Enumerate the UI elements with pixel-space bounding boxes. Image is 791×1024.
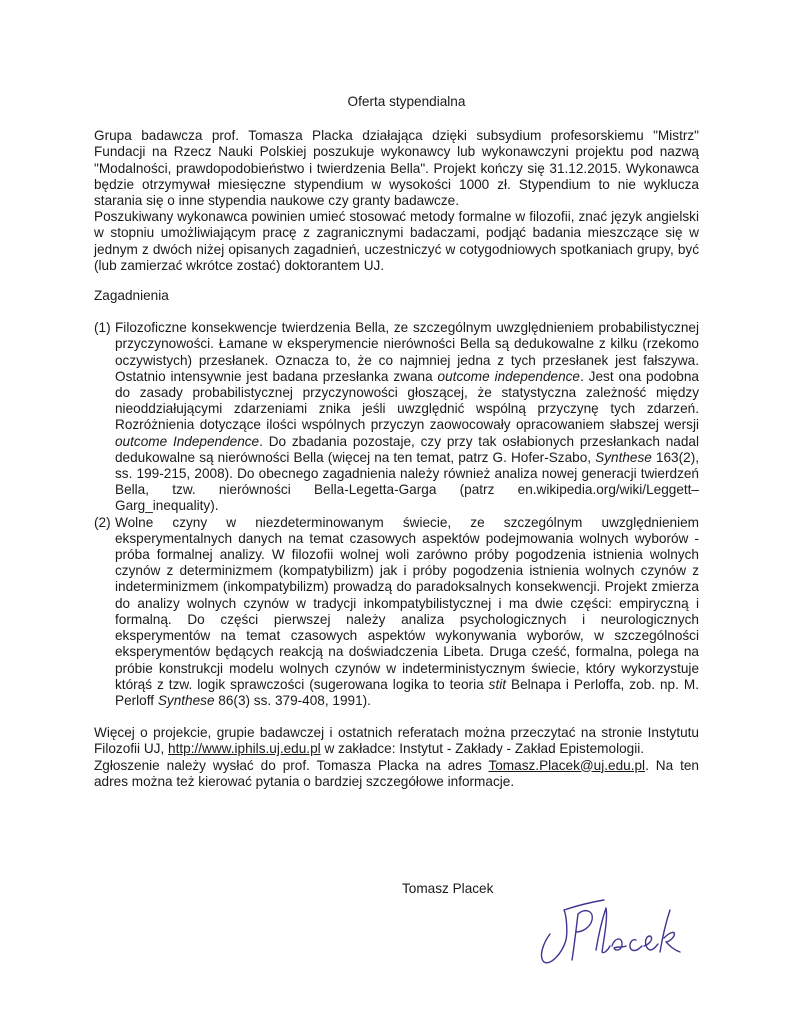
topic-1-text-a: Filozoficzne konsekwencje twierdzenia Bella, ze szczególnym uwzględnieniem probabilistycznej przyczynowości. Łamane w eksperymencie nierówności Bella są dedukowalne z kilku (rzekomo oczywistych) przesłanek. Oznacza to, że co najmniej jedna z tych przesłanek jest fałszywa. Ostatnio intensywnie jest badana przesłanka zwana bbox=[115, 320, 699, 384]
signature-name: Tomasz Placek bbox=[402, 881, 494, 896]
topic-1-italic-b: outcome Independence bbox=[115, 433, 260, 449]
topic-item-1 bbox=[94, 320, 699, 514]
topic-2-italic-b: Synthese bbox=[157, 692, 215, 708]
topic-2-text-a: Wolne czyny w niezdeterminowanym świecie, ze szczególnym uwzględnieniem eksperymentalnych danych na temat czasowych aspektów podejmowania wolnych wyborów - próba formalnej analizy. W filozofii wolnej woli zarówno próby pogodzenia istnienia wolnych czynów z determinizmem (kompatybilizm) jak i próby pogodzenia istnienia wolnych czynów z indeterminizmem (inkompatybilizm) prowadzą do paradoksalnych konsekwencji. Projekt zmierza do analizy wolnych czynów w tradycji inkompatybilistycznej i ma dwie części: empiryczną i formalną. Do części pierwszej należy analiza psychologicznych i neurologicznych eksperymentów na temat czasowych aspektów wykonywania wyborów, w szczególności eksperymentów będących reakcją na doświadczenia Libeta. Druga cześć, formalna, polega na próbie konstrukcji modelu wolnych czynów w indeterministycznym świecie, który wykorzystuje którąś z tzw. logik sprawczości (sugerowana logika to teoria bbox=[115, 514, 699, 692]
closing-paragraph-2 bbox=[94, 758, 699, 790]
topic-1-text-c: . Do zbadania pozostaje, czy przy tak osłabionych przesłankach nadal dedukowalne są nierówności Bella (więcej na ten temat, patrz G. Hofer-Szabo, bbox=[115, 433, 699, 465]
signature-stroke-a bbox=[612, 939, 626, 950]
closing-2-text-a: Zgłoszenie należy wysłać do prof. Tomasza Placka na adres bbox=[94, 757, 489, 773]
signature-stroke-c bbox=[630, 940, 642, 951]
topic-1-text-d: 163(2), ss. 199-215, 2008). Do obecnego zagadnienia należy również analiza nowej generacji twierdzeń Bella, tzw. nierówności Bella-Legetta-Garga (patrz en.wikipedia.org/wiki/Leggett–Garg_inequality). bbox=[115, 449, 699, 514]
closing-1-text-a: Więcej o projekcie, grupie badawczej i ostatnich referatach można przeczytać na stronie Instytutu Filozofii UJ, bbox=[94, 725, 699, 757]
intro-paragraph-1: Grupa badawcza prof. Tomasza Placka działająca dzięki subsydium profesorskiemu "Mistrz" Fundacji na Rzecz Nauki Polskiej poszukuje wykonawcy lub wykonawczyni projektu pod nazwą "Modalności, prawdopodobieństwo i twierdzenia Bella". Projekt kończy się 31.12.2015. Wykonawca będzie otrzymywał miesięczne stypendium w wysokości 1000 zł. Stypendium to nie wyklucza starania się o inne stypendia naukowe czy granty badawcze. bbox=[94, 128, 699, 209]
signature-stroke-l bbox=[596, 908, 610, 953]
topic-2-text-b: Belnapa i Perloffa, zob. np. M. Perloff bbox=[115, 676, 699, 708]
topic-2-text-c: 86(3) ss. 379-408, 1991). bbox=[214, 692, 371, 708]
signature-stroke-e bbox=[644, 936, 658, 950]
closing-2-text-b: . Na ten adres można też kierować pytania o bardziej szczegółowe informacje. bbox=[94, 757, 699, 789]
institute-website-link[interactable]: http://www.iphils.uj.edu.pl bbox=[168, 741, 321, 757]
handwritten-signature bbox=[532, 890, 692, 970]
topic-number-1: (1) bbox=[94, 320, 111, 336]
closing-paragraph-1 bbox=[94, 725, 699, 757]
topic-number-2: (2) bbox=[94, 514, 111, 530]
signature-stroke-p bbox=[572, 911, 592, 960]
topic-1-italic-a: outcome independence bbox=[437, 368, 580, 384]
email-link[interactable]: Tomasz.Placek@uj.edu.pl bbox=[488, 757, 646, 773]
document-title: Oferta stypendialna bbox=[347, 94, 466, 109]
closing-1-text-b: w zakładce: Instytut - Zakłady - Zakład Epistemologii. bbox=[320, 741, 645, 757]
intro-paragraph-2: Poszukiwany wykonawca powinien umieć stosować metody formalne w filozofii, znać język angielski w stopniu umożliwiającym pracę z zagranicznymi badaczami, podjąć badania mieszczące się w jednym z dwóch niżej opisanych zagadnień, uczestniczyć w cotygodniowych spotkaniach grupy, być (lub zamierzać wkrótce zostać) doktorantem UJ. bbox=[94, 209, 699, 273]
topic-item-2 bbox=[94, 515, 699, 709]
topic-1-italic-c: Synthese bbox=[595, 449, 652, 465]
document-page bbox=[94, 94, 699, 896]
topics-heading: Zagadnienia bbox=[94, 288, 169, 304]
topic-1-text-b: . Jest ona podobna do zasady probabilistycznej przyczynowości głoszącej, że statystyczna zależność między nieoddziałującymi zdarzeniami znika jeśli uwzględnić wspólną przyczynę tych zdarzeń. Rozróżnienia dotyczące ilości wspólnych przyczyn zaowocowały opracowaniem słabszej wersji bbox=[115, 368, 699, 433]
topic-2-italic-a: stit bbox=[488, 676, 507, 692]
signature-stroke-k bbox=[660, 910, 680, 952]
